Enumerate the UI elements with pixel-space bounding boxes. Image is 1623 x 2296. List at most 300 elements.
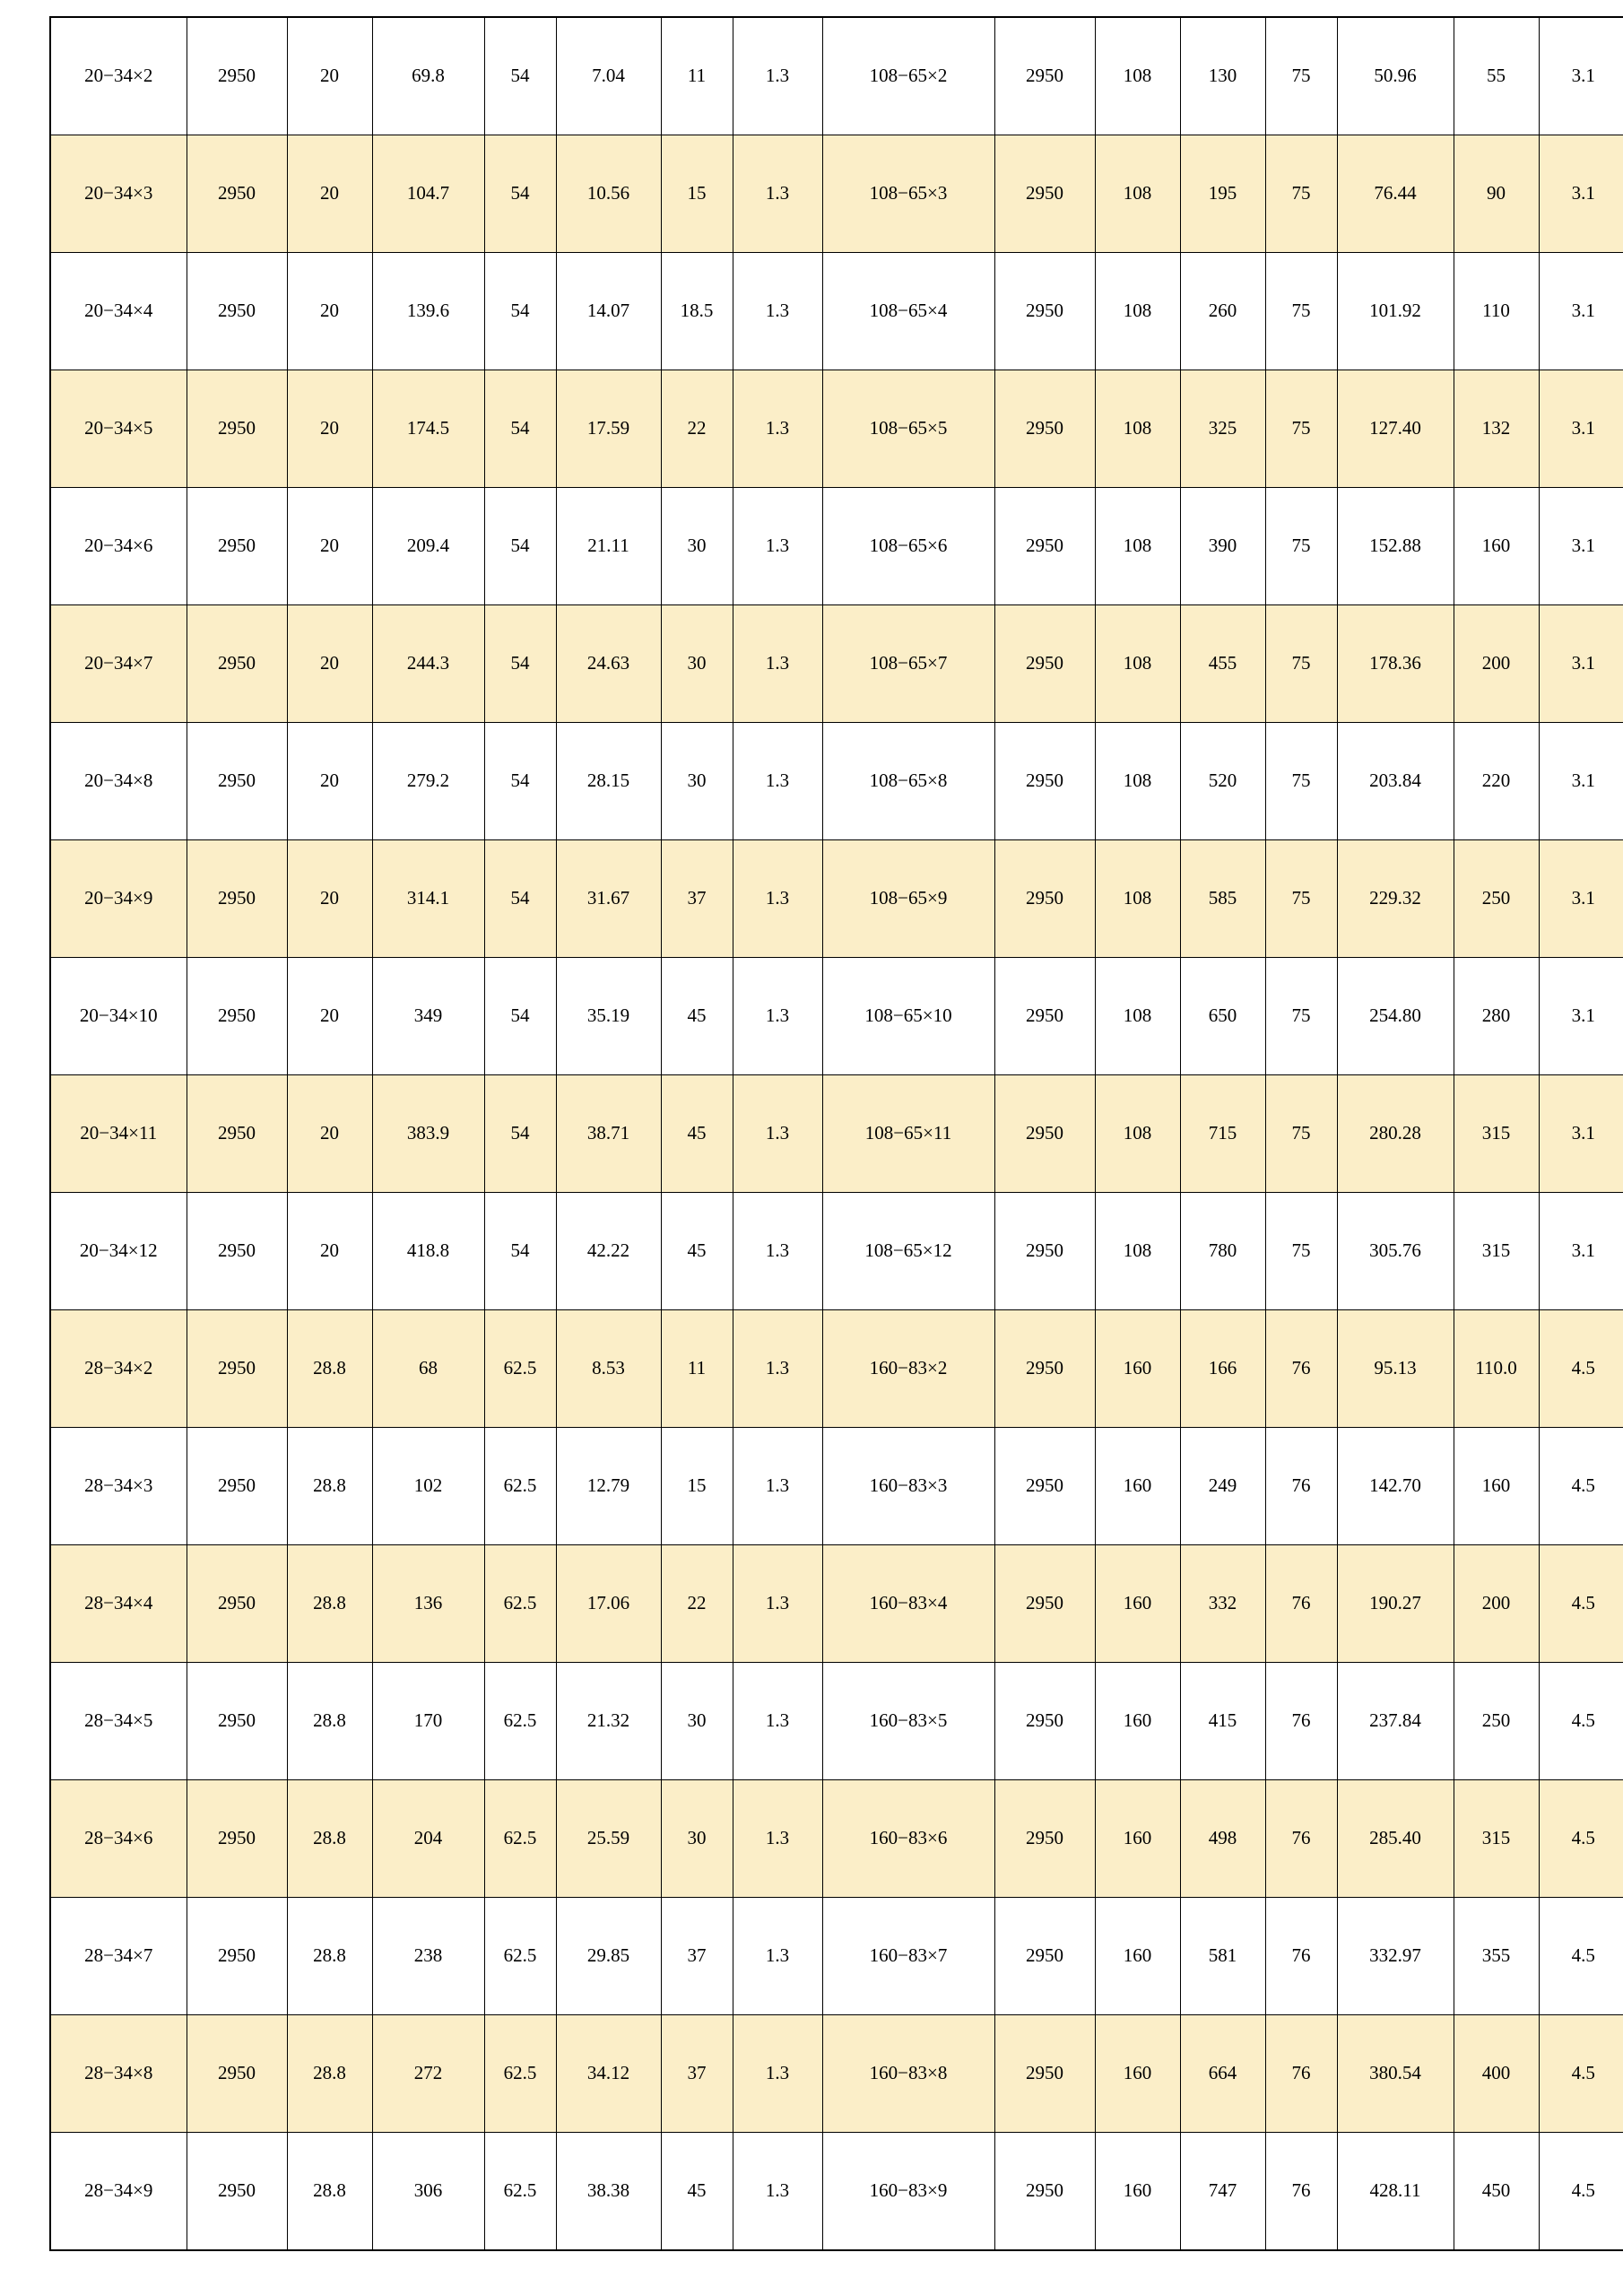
- table-cell: 450: [1454, 2133, 1539, 2251]
- table-cell: 50.96: [1337, 17, 1454, 135]
- table-cell: 1.3: [733, 1428, 822, 1545]
- table-cell: 3.1: [1539, 135, 1623, 253]
- table-cell-model: 20−34×12: [50, 1193, 187, 1310]
- table-cell: 1.3: [733, 1663, 822, 1780]
- table-cell: 75: [1265, 958, 1337, 1075]
- table-cell: 2950: [994, 135, 1095, 253]
- table-cell: 380.54: [1337, 2015, 1454, 2133]
- table-cell: 20: [287, 1075, 372, 1193]
- table-cell: 428.11: [1337, 2133, 1454, 2251]
- table-cell-model: 28−34×3: [50, 1428, 187, 1545]
- table-cell: 54: [484, 958, 556, 1075]
- table-cell: 108−65×12: [822, 1193, 994, 1310]
- table-cell: 1.3: [733, 1193, 822, 1310]
- table-cell: 2950: [994, 2133, 1095, 2251]
- table-row: [50, 2133, 1623, 2251]
- table-cell: 280.28: [1337, 1075, 1454, 1193]
- table-cell: 127.40: [1337, 370, 1454, 488]
- table-cell: 3.1: [1539, 370, 1623, 488]
- table-cell: 1.3: [733, 2133, 822, 2251]
- table-cell: 108−65×2: [822, 17, 994, 135]
- table-cell: 101.92: [1337, 253, 1454, 370]
- table-cell: 1.3: [733, 1898, 822, 2015]
- table-cell: 75: [1265, 1075, 1337, 1193]
- table-cell: 1.3: [733, 370, 822, 488]
- table-cell: 54: [484, 1075, 556, 1193]
- table-cell: 62.5: [484, 1310, 556, 1428]
- table-cell: 15: [661, 135, 733, 253]
- table-cell: 315: [1454, 1780, 1539, 1898]
- table-cell: 54: [484, 840, 556, 958]
- table-cell: 108: [1095, 958, 1180, 1075]
- table-cell: 279.2: [372, 723, 484, 840]
- table-cell: 54: [484, 135, 556, 253]
- table-cell: 1.3: [733, 488, 822, 605]
- table-cell: 62.5: [484, 1780, 556, 1898]
- table-cell: 3.1: [1539, 1075, 1623, 1193]
- table-cell: 178.36: [1337, 605, 1454, 723]
- table-cell: 37: [661, 2015, 733, 2133]
- table-cell: 2950: [994, 1310, 1095, 1428]
- table-cell: 108: [1095, 488, 1180, 605]
- table-cell: 2950: [994, 1428, 1095, 1545]
- table-cell: 1.3: [733, 605, 822, 723]
- table-cell: 18.5: [661, 253, 733, 370]
- table-cell: 2950: [187, 958, 287, 1075]
- table-cell: 20: [287, 17, 372, 135]
- table-cell: 2950: [994, 958, 1095, 1075]
- table-cell: 305.76: [1337, 1193, 1454, 1310]
- table-cell: 30: [661, 488, 733, 605]
- table-cell: 38.38: [556, 2133, 661, 2251]
- table-cell: 76: [1265, 1545, 1337, 1663]
- table-cell: 11: [661, 17, 733, 135]
- table-cell: 1.3: [733, 723, 822, 840]
- table-cell: 4.5: [1539, 2015, 1623, 2133]
- table-cell: 55: [1454, 17, 1539, 135]
- table-cell: 160−83×8: [822, 2015, 994, 2133]
- table-cell: 4.5: [1539, 1428, 1623, 1545]
- table-cell: 142.70: [1337, 1428, 1454, 1545]
- table-cell: 17.59: [556, 370, 661, 488]
- table-cell: 3.1: [1539, 253, 1623, 370]
- table-cell: 28.8: [287, 1780, 372, 1898]
- table-cell-model: 28−34×4: [50, 1545, 187, 1663]
- table-cell: 250: [1454, 840, 1539, 958]
- table-cell-model: 20−34×7: [50, 605, 187, 723]
- table-cell: 62.5: [484, 2015, 556, 2133]
- table-cell: 2950: [187, 17, 287, 135]
- table-cell: 17.06: [556, 1545, 661, 1663]
- table-cell: 76: [1265, 1428, 1337, 1545]
- table-cell: 108: [1095, 840, 1180, 958]
- table-cell: 2950: [187, 1193, 287, 1310]
- table-cell: 45: [661, 1193, 733, 1310]
- table-cell: 28.8: [287, 2133, 372, 2251]
- table-cell: 76: [1265, 2133, 1337, 2251]
- table-cell: 174.5: [372, 370, 484, 488]
- table-cell: 160−83×7: [822, 1898, 994, 2015]
- table-cell: 22: [661, 370, 733, 488]
- table-cell: 160: [1095, 1898, 1180, 2015]
- table-cell: 22: [661, 1545, 733, 1663]
- table-cell: 250: [1454, 1663, 1539, 1780]
- table-cell: 108: [1095, 370, 1180, 488]
- table-cell: 220: [1454, 723, 1539, 840]
- table-cell: 68: [372, 1310, 484, 1428]
- table-cell: 34.12: [556, 2015, 661, 2133]
- table-cell-model: 20−34×5: [50, 370, 187, 488]
- table-cell: 237.84: [1337, 1663, 1454, 1780]
- table-cell: 54: [484, 370, 556, 488]
- table-row: [50, 1780, 1623, 1898]
- table-cell: 455: [1180, 605, 1265, 723]
- table-row: [50, 958, 1623, 1075]
- table-cell: 35.19: [556, 958, 661, 1075]
- table-cell: 2950: [994, 2015, 1095, 2133]
- table-cell: 108: [1095, 17, 1180, 135]
- table-cell: 4.5: [1539, 2133, 1623, 2251]
- table-cell: 3.1: [1539, 488, 1623, 605]
- table-cell: 664: [1180, 2015, 1265, 2133]
- table-cell: 1.3: [733, 17, 822, 135]
- table-cell: 2950: [994, 253, 1095, 370]
- table-cell: 160: [1454, 1428, 1539, 1545]
- table-cell: 190.27: [1337, 1545, 1454, 1663]
- table-cell: 54: [484, 17, 556, 135]
- table-cell: 203.84: [1337, 723, 1454, 840]
- table-cell: 272: [372, 2015, 484, 2133]
- table-cell: 1.3: [733, 958, 822, 1075]
- table-cell: 383.9: [372, 1075, 484, 1193]
- table-cell: 2950: [187, 135, 287, 253]
- table-cell: 108: [1095, 135, 1180, 253]
- table-cell: 325: [1180, 370, 1265, 488]
- table-cell: 315: [1454, 1193, 1539, 1310]
- table-cell: 1.3: [733, 2015, 822, 2133]
- table-cell: 1.3: [733, 1780, 822, 1898]
- table-cell: 20: [287, 135, 372, 253]
- table-cell: 2950: [187, 840, 287, 958]
- table-cell: 62.5: [484, 1898, 556, 2015]
- table-cell: 76: [1265, 2015, 1337, 2133]
- table-cell: 195: [1180, 135, 1265, 253]
- table-cell: 28.8: [287, 1428, 372, 1545]
- table-cell: 75: [1265, 253, 1337, 370]
- table-cell: 30: [661, 1663, 733, 1780]
- table-cell: 2950: [994, 17, 1095, 135]
- table-cell: 38.71: [556, 1075, 661, 1193]
- table-cell: 108: [1095, 253, 1180, 370]
- table-cell: 315: [1454, 1075, 1539, 1193]
- table-cell: 2950: [187, 2133, 287, 2251]
- table-row: [50, 1898, 1623, 2015]
- table-cell: 209.4: [372, 488, 484, 605]
- table-cell: 24.63: [556, 605, 661, 723]
- table-cell: 130: [1180, 17, 1265, 135]
- table-cell: 54: [484, 605, 556, 723]
- table-cell: 160−83×4: [822, 1545, 994, 1663]
- table-cell: 76.44: [1337, 135, 1454, 253]
- table-cell: 28.8: [287, 1310, 372, 1428]
- table-cell: 42.22: [556, 1193, 661, 1310]
- table-cell: 29.85: [556, 1898, 661, 2015]
- table-cell: 2950: [187, 605, 287, 723]
- table-cell: 314.1: [372, 840, 484, 958]
- table-cell: 254.80: [1337, 958, 1454, 1075]
- table-cell: 2950: [994, 1780, 1095, 1898]
- table-cell: 650: [1180, 958, 1265, 1075]
- table-cell: 76: [1265, 1780, 1337, 1898]
- table-cell-model: 20−34×4: [50, 253, 187, 370]
- table-cell: 2950: [994, 488, 1095, 605]
- table-cell-model: 28−34×9: [50, 2133, 187, 2251]
- table-cell: 160−83×2: [822, 1310, 994, 1428]
- table-cell: 160−83×3: [822, 1428, 994, 1545]
- table-cell: 20: [287, 605, 372, 723]
- table-cell: 715: [1180, 1075, 1265, 1193]
- table-cell: 204: [372, 1780, 484, 1898]
- table-cell: 2950: [187, 1545, 287, 1663]
- table-cell-model: 28−34×6: [50, 1780, 187, 1898]
- table-row: [50, 1075, 1623, 1193]
- table-cell: 108−65×10: [822, 958, 994, 1075]
- table-cell: 62.5: [484, 1545, 556, 1663]
- table-cell: 108−65×4: [822, 253, 994, 370]
- table-cell: 45: [661, 2133, 733, 2251]
- table-cell: 21.32: [556, 1663, 661, 1780]
- table-cell: 104.7: [372, 135, 484, 253]
- table-cell: 14.07: [556, 253, 661, 370]
- table-cell: 28.8: [287, 1898, 372, 2015]
- table-cell: 110.0: [1454, 1310, 1539, 1428]
- table-cell: 7.04: [556, 17, 661, 135]
- table-cell-model: 20−34×10: [50, 958, 187, 1075]
- table-cell: 585: [1180, 840, 1265, 958]
- table-cell: 30: [661, 605, 733, 723]
- table-cell-model: 20−34×11: [50, 1075, 187, 1193]
- table-cell: 3.1: [1539, 958, 1623, 1075]
- table-cell: 20: [287, 958, 372, 1075]
- table-cell-model: 20−34×9: [50, 840, 187, 958]
- table-cell: 2950: [994, 1898, 1095, 2015]
- table-cell: 108−65×6: [822, 488, 994, 605]
- table-cell: 415: [1180, 1663, 1265, 1780]
- table-cell: 2950: [187, 1428, 287, 1545]
- table-cell: 28.8: [287, 1545, 372, 1663]
- table-cell: 108: [1095, 605, 1180, 723]
- table-cell: 108: [1095, 1193, 1180, 1310]
- table-cell: 37: [661, 1898, 733, 2015]
- table-cell: 1.3: [733, 1075, 822, 1193]
- table-cell: 244.3: [372, 605, 484, 723]
- table-cell: 2950: [187, 1780, 287, 1898]
- table-cell: 54: [484, 1193, 556, 1310]
- table-cell: 160: [1095, 1428, 1180, 1545]
- table-cell: 62.5: [484, 2133, 556, 2251]
- table-cell: 75: [1265, 840, 1337, 958]
- table-row: [50, 605, 1623, 723]
- table-cell: 1.3: [733, 840, 822, 958]
- table-cell: 25.59: [556, 1780, 661, 1898]
- table-cell: 75: [1265, 17, 1337, 135]
- table-cell: 200: [1454, 605, 1539, 723]
- table-cell: 10.56: [556, 135, 661, 253]
- table-cell-model: 28−34×8: [50, 2015, 187, 2133]
- table-cell: 260: [1180, 253, 1265, 370]
- table-cell: 20: [287, 723, 372, 840]
- table-cell: 581: [1180, 1898, 1265, 2015]
- table-cell: 28.8: [287, 2015, 372, 2133]
- table-cell: 747: [1180, 2133, 1265, 2251]
- table-cell: 12.79: [556, 1428, 661, 1545]
- table-cell: 332.97: [1337, 1898, 1454, 2015]
- table-row: [50, 135, 1623, 253]
- table-cell: 20: [287, 253, 372, 370]
- table-cell-model: 28−34×5: [50, 1663, 187, 1780]
- table-cell: 306: [372, 2133, 484, 2251]
- table-cell: 45: [661, 1075, 733, 1193]
- table-cell: 108−65×5: [822, 370, 994, 488]
- table-row: [50, 1310, 1623, 1428]
- table-cell: 8.53: [556, 1310, 661, 1428]
- table-cell: 108: [1095, 723, 1180, 840]
- table-cell: 2950: [187, 1310, 287, 1428]
- table-cell-model: 28−34×7: [50, 1898, 187, 2015]
- table-cell: 2950: [187, 488, 287, 605]
- table-cell: 249: [1180, 1428, 1265, 1545]
- table-row: [50, 1545, 1623, 1663]
- table-row: [50, 840, 1623, 958]
- table-cell-model: 20−34×3: [50, 135, 187, 253]
- table-cell: 349: [372, 958, 484, 1075]
- table-cell: 54: [484, 488, 556, 605]
- table-cell: 1.3: [733, 1545, 822, 1663]
- table-cell: 75: [1265, 1193, 1337, 1310]
- table-cell: 3.1: [1539, 1193, 1623, 1310]
- table-row: [50, 1428, 1623, 1545]
- table-cell: 2950: [994, 1663, 1095, 1780]
- table-cell: 30: [661, 1780, 733, 1898]
- table-row: [50, 370, 1623, 488]
- table-cell: 2950: [187, 253, 287, 370]
- table-cell: 21.11: [556, 488, 661, 605]
- table-cell: 110: [1454, 253, 1539, 370]
- specification-table: [49, 16, 1623, 2251]
- table-cell: 139.6: [372, 253, 484, 370]
- table-cell: 498: [1180, 1780, 1265, 1898]
- table-cell: 160: [1095, 1663, 1180, 1780]
- table-cell: 2950: [994, 723, 1095, 840]
- table-row: [50, 253, 1623, 370]
- table-cell: 1.3: [733, 1310, 822, 1428]
- table-cell: 132: [1454, 370, 1539, 488]
- table-cell: 160−83×6: [822, 1780, 994, 1898]
- table-cell: 75: [1265, 723, 1337, 840]
- table-cell: 160: [1095, 2015, 1180, 2133]
- table-cell: 160: [1454, 488, 1539, 605]
- table-cell: 76: [1265, 1663, 1337, 1780]
- table-cell: 54: [484, 253, 556, 370]
- table-cell: 2950: [994, 1545, 1095, 1663]
- table-cell: 4.5: [1539, 1898, 1623, 2015]
- table-body: [50, 17, 1623, 2250]
- table-cell: 355: [1454, 1898, 1539, 2015]
- table-cell: 76: [1265, 1310, 1337, 1428]
- table-cell: 780: [1180, 1193, 1265, 1310]
- table-cell: 2950: [994, 605, 1095, 723]
- table-row: [50, 17, 1623, 135]
- table-cell: 400: [1454, 2015, 1539, 2133]
- table-row: [50, 1193, 1623, 1310]
- table-cell-model: 20−34×8: [50, 723, 187, 840]
- table-cell: 2950: [994, 1075, 1095, 1193]
- table-cell: 4.5: [1539, 1310, 1623, 1428]
- table-cell: 2950: [187, 1663, 287, 1780]
- table-cell: 280: [1454, 958, 1539, 1075]
- table-cell: 2950: [187, 370, 287, 488]
- table-cell: 75: [1265, 370, 1337, 488]
- table-cell: 108−65×11: [822, 1075, 994, 1193]
- table-cell: 160: [1095, 1780, 1180, 1898]
- table-cell: 2950: [994, 370, 1095, 488]
- table-cell: 160: [1095, 1310, 1180, 1428]
- table-cell: 170: [372, 1663, 484, 1780]
- table-cell: 160−83×9: [822, 2133, 994, 2251]
- table-cell: 95.13: [1337, 1310, 1454, 1428]
- table-row: [50, 1663, 1623, 1780]
- table-cell: 30: [661, 723, 733, 840]
- table-cell: 2950: [994, 1193, 1095, 1310]
- table-cell: 4.5: [1539, 1780, 1623, 1898]
- table-cell: 28.15: [556, 723, 661, 840]
- table-cell: 108−65×8: [822, 723, 994, 840]
- table-cell: 20: [287, 488, 372, 605]
- table-cell-model: 28−34×2: [50, 1310, 187, 1428]
- table-cell: 62.5: [484, 1428, 556, 1545]
- table-cell: 108: [1095, 1075, 1180, 1193]
- table-cell: 3.1: [1539, 17, 1623, 135]
- table-cell: 11: [661, 1310, 733, 1428]
- table-cell: 31.67: [556, 840, 661, 958]
- table-cell: 62.5: [484, 1663, 556, 1780]
- table-cell: 108−65×3: [822, 135, 994, 253]
- table-cell: 20: [287, 1193, 372, 1310]
- table-cell-model: 20−34×6: [50, 488, 187, 605]
- table-cell: 285.40: [1337, 1780, 1454, 1898]
- table-cell: 2950: [994, 840, 1095, 958]
- table-cell: 20: [287, 370, 372, 488]
- table-cell: 102: [372, 1428, 484, 1545]
- table-cell: 75: [1265, 135, 1337, 253]
- table-cell: 4.5: [1539, 1663, 1623, 1780]
- table-cell: 15: [661, 1428, 733, 1545]
- table-cell-model: 20−34×2: [50, 17, 187, 135]
- table-cell: 390: [1180, 488, 1265, 605]
- table-cell: 332: [1180, 1545, 1265, 1663]
- table-row: [50, 723, 1623, 840]
- table-cell: 20: [287, 840, 372, 958]
- table-cell: 3.1: [1539, 840, 1623, 958]
- table-cell: 1.3: [733, 135, 822, 253]
- table-cell: 2950: [187, 2015, 287, 2133]
- table-cell: 108−65×9: [822, 840, 994, 958]
- table-cell: 200: [1454, 1545, 1539, 1663]
- table-cell: 238: [372, 1898, 484, 2015]
- table-cell: 75: [1265, 605, 1337, 723]
- table-cell: 2950: [187, 1898, 287, 2015]
- table-cell: 160: [1095, 1545, 1180, 1663]
